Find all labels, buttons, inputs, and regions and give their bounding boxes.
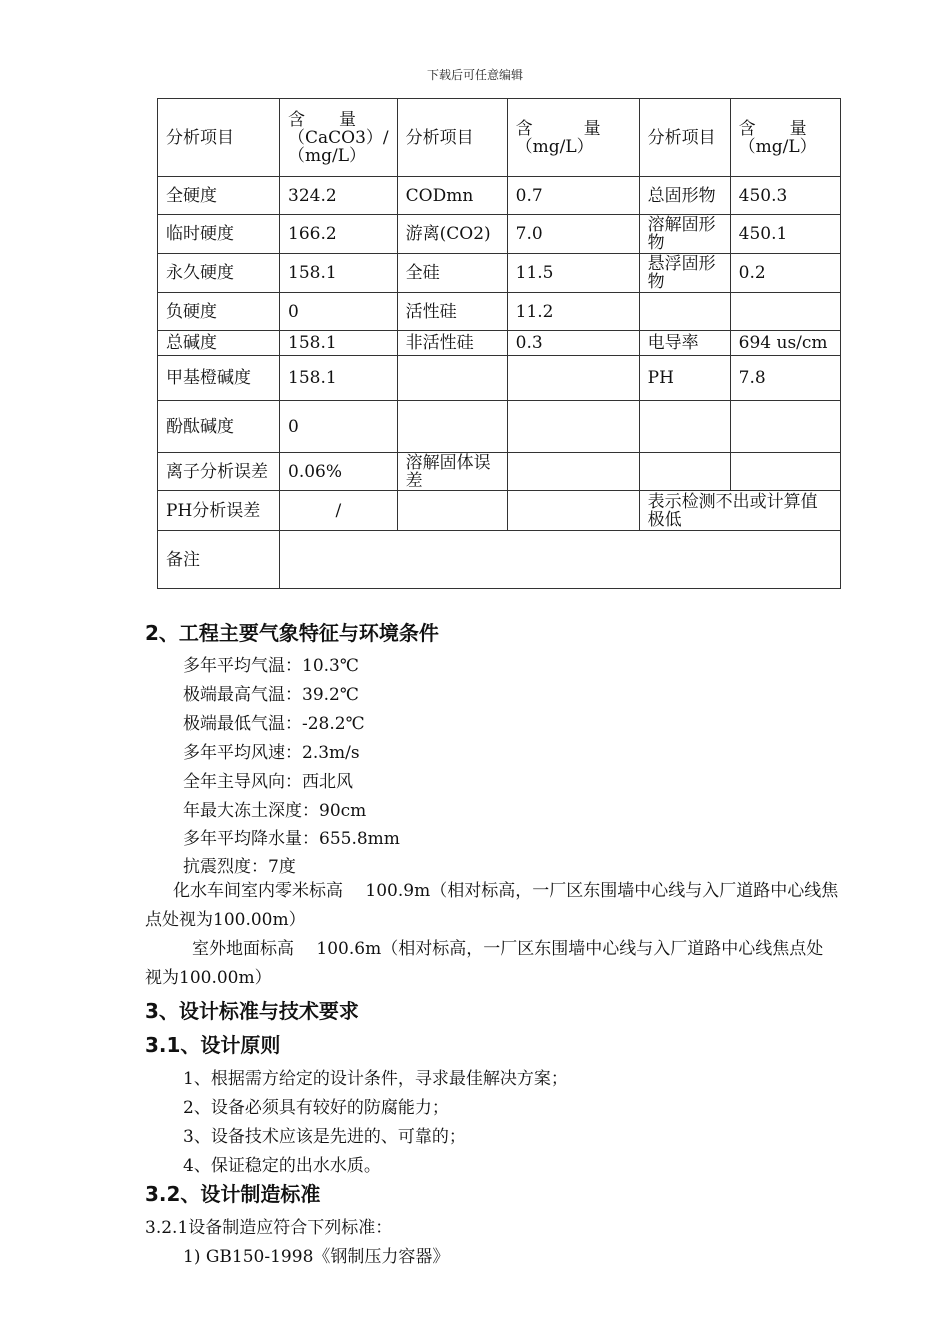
table-cell: 备注 (158, 531, 280, 589)
table-cell: 离子分析误差 (158, 453, 280, 491)
table-cell: 全硅 (397, 254, 507, 293)
table-cell (730, 293, 840, 331)
table-cell (397, 356, 507, 401)
table-row (158, 401, 841, 453)
table-cell: PH分析误差 (158, 491, 280, 531)
table-cell: / (280, 491, 398, 531)
table-cell (507, 491, 639, 531)
table-cell: 0 (280, 293, 398, 331)
water-analysis-table (157, 98, 841, 589)
table-cell: PH (639, 356, 730, 401)
subsection-3-1-title: 3.1、设计原则 (145, 1033, 281, 1057)
table-remark-cell (280, 531, 841, 589)
table-cell: 总碱度 (158, 331, 280, 356)
table-header-cell: 含 量（CaCO3）/（mg/L） (280, 99, 398, 177)
table-header-cell: 分析项目 (639, 99, 730, 177)
table-note-cell: 表示检测不出或计算值极低 (639, 491, 840, 531)
table-cell: CODmn (397, 177, 507, 215)
climate-item: 多年平均降水量：655.8mm (183, 829, 400, 849)
standard-item: 1) GB150-1998《钢制压力容器》 (183, 1247, 450, 1267)
table-cell: 全硬度 (158, 177, 280, 215)
table-row (158, 177, 841, 215)
table-cell: 永久硬度 (158, 254, 280, 293)
table-cell: 158.1 (280, 331, 398, 356)
section-3-title: 3、设计标准与技术要求 (145, 999, 359, 1023)
principle-item: 1、根据需方给定的设计条件，寻求最佳解决方案； (183, 1069, 568, 1089)
table-cell (507, 453, 639, 491)
table-header-cell: 分析项目 (158, 99, 280, 177)
principle-item: 3、设备技术应该是先进的、可靠的； (183, 1127, 466, 1147)
table-cell: 游离(CO2) (397, 215, 507, 254)
table-cell: 11.2 (507, 293, 639, 331)
table-header-cell: 分析项目 (397, 99, 507, 177)
table-cell: 158.1 (280, 254, 398, 293)
table-row (158, 531, 841, 589)
climate-item: 抗震烈度：7度 (183, 857, 296, 877)
table-header-cell: 含 量（mg/L） (730, 99, 840, 177)
table-cell: 0 (280, 401, 398, 453)
climate-item: 多年平均气温：10.3℃ (183, 656, 359, 676)
table-cell (507, 401, 639, 453)
principle-item: 2、设备必须具有较好的防腐能力； (183, 1098, 449, 1118)
table-cell (397, 401, 507, 453)
table-cell (639, 293, 730, 331)
table-row (158, 293, 841, 331)
table-row (158, 215, 841, 254)
climate-item: 全年主导风向：西北风 (183, 772, 353, 792)
table-cell: 450.1 (730, 215, 840, 254)
principle-item: 4、保证稳定的出水水质。 (183, 1156, 381, 1176)
table-cell: 酚酞碱度 (158, 401, 280, 453)
table-cell: 166.2 (280, 215, 398, 254)
table-cell: 324.2 (280, 177, 398, 215)
table-cell: 450.3 (730, 177, 840, 215)
table-cell: 11.5 (507, 254, 639, 293)
table-cell: 0.06% (280, 453, 398, 491)
climate-item: 极端最低气温：-28.2℃ (183, 714, 365, 734)
table-row (158, 331, 841, 356)
table-row (158, 453, 841, 491)
climate-item: 多年平均风速：2.3m/s (183, 743, 360, 763)
standards-intro: 3.2.1设备制造应符合下列标准： (145, 1218, 393, 1238)
table-cell (730, 401, 840, 453)
table-row (158, 254, 841, 293)
elevation-paragraph: 化水车间室内零米标高 100.9m（相对标高，一厂区东围墙中心线与入厂道路中心线焦点处视为100.00m） (145, 881, 839, 930)
table-header-row (158, 99, 841, 177)
table-row (158, 356, 841, 401)
table-cell: 溶解固体误差 (397, 453, 507, 491)
table-cell: 0.2 (730, 254, 840, 293)
table-cell: 总固形物 (639, 177, 730, 215)
table-cell (730, 453, 840, 491)
table-cell: 7.8 (730, 356, 840, 401)
elevation-paragraph: 室外地面标高 100.6m（相对标高，一厂区东围墙中心线与入厂道路中心线焦点处视为100.00m） (145, 939, 824, 988)
climate-item: 年最大冻土深度：90cm (183, 801, 367, 821)
table-cell: 0.7 (507, 177, 639, 215)
table-cell: 电导率 (639, 331, 730, 356)
table-header-cell: 含 量（mg/L） (507, 99, 639, 177)
table-cell (639, 401, 730, 453)
table-cell: 活性硅 (397, 293, 507, 331)
table-cell: 溶解固形物 (639, 215, 730, 254)
table-cell: 0.3 (507, 331, 639, 356)
table-cell: 158.1 (280, 356, 398, 401)
table-cell: 694 us/cm (730, 331, 840, 356)
table-cell (397, 491, 507, 531)
subsection-3-2-title: 3.2、设计制造标准 (145, 1182, 321, 1206)
table-cell: 负硬度 (158, 293, 280, 331)
table-cell: 7.0 (507, 215, 639, 254)
table-cell: 非活性硅 (397, 331, 507, 356)
climate-item: 极端最高气温：39.2℃ (183, 685, 359, 705)
table-row (158, 491, 841, 531)
table-cell: 甲基橙碱度 (158, 356, 280, 401)
page-header: 下载后可任意编辑 (426, 68, 523, 82)
table-cell (507, 356, 639, 401)
section-2-title: 2、工程主要气象特征与环境条件 (145, 621, 439, 645)
table-cell: 悬浮固形物 (639, 254, 730, 293)
table-cell (639, 453, 730, 491)
table-cell: 临时硬度 (158, 215, 280, 254)
